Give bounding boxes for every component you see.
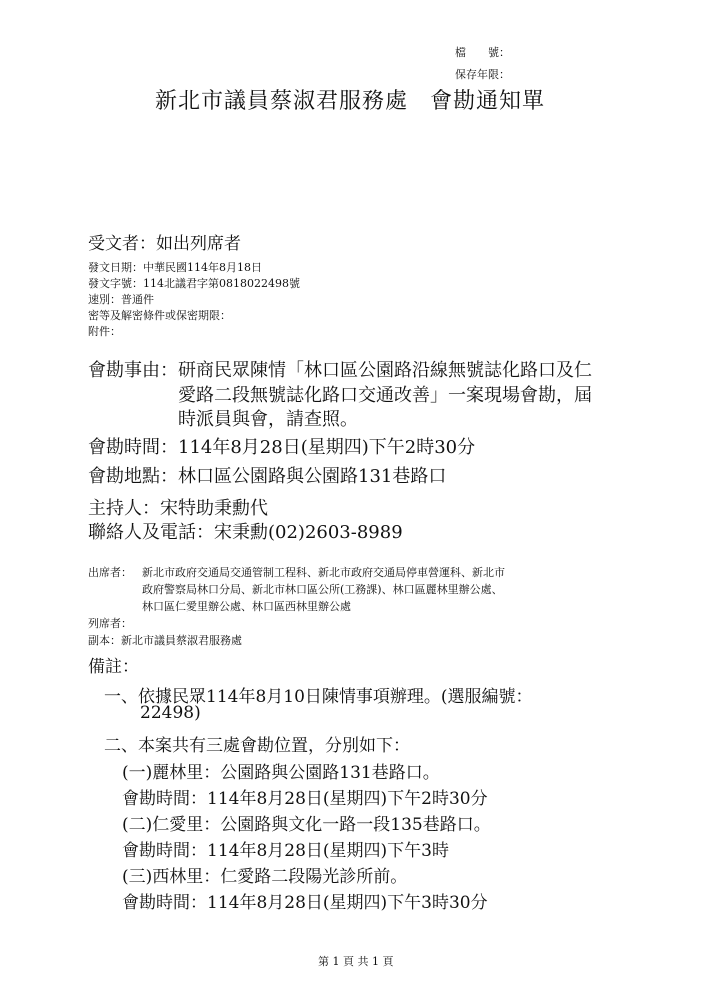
subject-line-3: 時派員與會，請查照。 xyxy=(178,409,358,430)
location-3: (三)西林里：仁愛路二段陽光診所前。 xyxy=(122,867,408,887)
copy-recipient: 副本：新北市議員蔡淑君服務處 xyxy=(88,634,242,647)
issue-date: 發文日期：中華民國114年8月18日 xyxy=(88,261,262,274)
secrecy-level: 密等及解密條件或保密期限： xyxy=(88,309,231,322)
page-footer: 第 1 頁 共 1 頁 xyxy=(318,955,394,968)
note-item-2: 二、本案共有三處會勘位置，分別如下： xyxy=(104,736,410,756)
contact-person: 聯絡人及電話：宋秉勳(02)2603-8989 xyxy=(88,522,403,543)
document-type-title: 會勘通知單 xyxy=(430,89,546,114)
subject-line-2: 愛路二段無號誌化路口交通改善」一案現場會勘，屆 xyxy=(178,385,592,406)
location-3-time: 會勘時間：114年8月28日(星期四)下午3時30分 xyxy=(122,893,488,913)
location-1: (一)麗林里：公園路與公園路131巷路口。 xyxy=(122,763,440,783)
recipient: 受文者：如出列席者 xyxy=(88,234,241,254)
observers-label: 列席者： xyxy=(88,617,132,630)
subject-label: 會勘事由： xyxy=(88,360,178,381)
location-1-time: 會勘時間：114年8月28日(星期四)下午2時30分 xyxy=(122,789,488,809)
inspection-time: 會勘時間：114年8月28日(星期四)下午2時30分 xyxy=(88,437,476,458)
note-item-1-line-1: 一、依據民眾114年8月10日陳情事項辦理。(選服編號： xyxy=(104,687,533,707)
delivery-speed: 速別：普通件 xyxy=(88,293,154,306)
archive-number-label: 檔 號： xyxy=(455,46,510,59)
document-number: 發文字號：114北議君字第0818022498號 xyxy=(88,277,300,290)
note-item-1-line-2: 22498) xyxy=(140,703,201,723)
location-2: (二)仁愛里：公園路與文化一路一段135巷路口。 xyxy=(122,815,491,835)
notes-label: 備註： xyxy=(88,657,139,677)
retention-period-label: 保存年限： xyxy=(455,68,510,81)
inspection-place: 會勘地點：林口區公園路與公園路131巷路口 xyxy=(88,466,447,487)
attendees-label: 出席者： xyxy=(88,566,132,579)
location-2-time: 會勘時間：114年8月28日(星期四)下午3時 xyxy=(122,841,449,861)
organization-name: 新北市議員蔡淑君服務處 xyxy=(155,89,409,114)
host: 主持人：宋特助秉勳代 xyxy=(88,498,268,519)
attachment: 附件： xyxy=(88,325,121,338)
attendees-line-1: 新北市政府交通局交通管制工程科、新北市政府交通局停車營運科、新北市 xyxy=(142,566,505,579)
attendees-line-3: 林口區仁愛里辦公處、林口區西林里辦公處 xyxy=(142,600,351,613)
subject-line-1: 研商民眾陳情「林口區公園路沿線無號誌化路口及仁 xyxy=(178,360,592,381)
attendees-line-2: 政府警察局林口分局、新北市林口區公所(工務課)、林口區麗林里辦公處、 xyxy=(142,583,503,596)
